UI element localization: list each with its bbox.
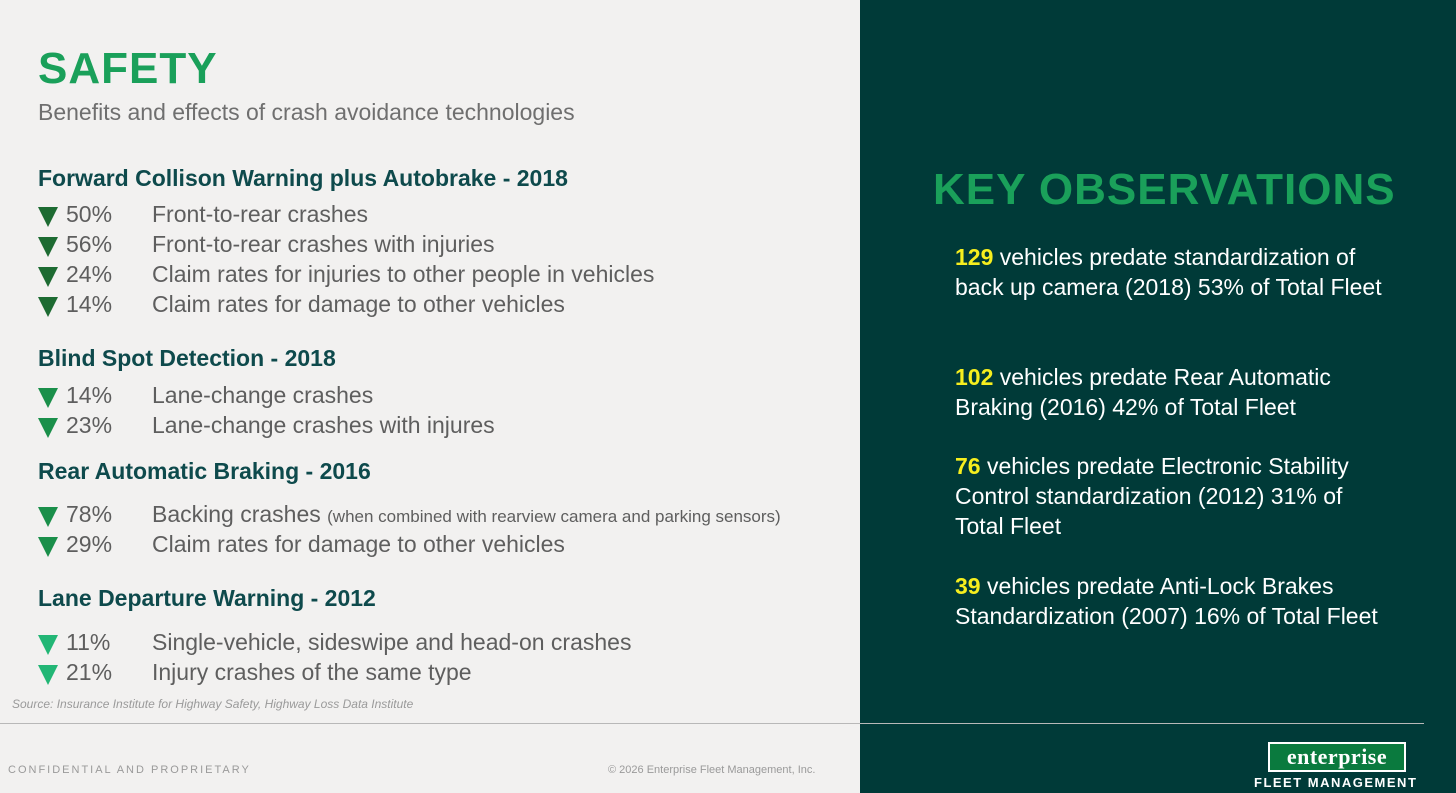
observation-number: 129 — [955, 244, 994, 270]
observation-number: 39 — [955, 573, 981, 599]
slide-title: SAFETY — [38, 44, 218, 93]
stat-row — [38, 627, 632, 657]
stat-row — [38, 499, 781, 529]
stat-row — [38, 410, 495, 440]
stat-percent: 29% — [66, 531, 113, 557]
footer-divider — [0, 723, 1424, 724]
stat-row — [38, 657, 472, 687]
stat-percent: 56% — [66, 231, 113, 257]
stat-description — [152, 499, 781, 532]
copyright-notice: © 2026 Enterprise Fleet Management, Inc. — [608, 764, 816, 776]
observation-text: vehicles predate Electronic Stability Control standardization (2012) 31% of Total Fleet — [955, 453, 1349, 539]
section-rear-braking — [38, 456, 781, 559]
section-lane-departure — [38, 583, 632, 687]
stat-row — [38, 259, 655, 289]
down-triangle-icon — [38, 237, 58, 257]
stat-description: Lane-change crashes — [152, 382, 374, 408]
stat-description: Injury crashes of the same type — [152, 659, 472, 685]
section-blind-spot — [38, 343, 495, 440]
stat-percent: 14% — [66, 291, 113, 317]
down-triangle-icon — [38, 665, 58, 685]
down-triangle-icon — [38, 388, 58, 408]
stat-description: Claim rates for damage to other vehicles — [152, 531, 565, 557]
down-triangle-icon — [38, 537, 58, 557]
slide-subtitle: Benefits and effects of crash avoidance technologies — [38, 99, 575, 125]
enterprise-logo — [1254, 742, 1426, 790]
observation-item — [955, 571, 1395, 631]
down-triangle-icon — [38, 507, 58, 527]
down-triangle-icon — [38, 635, 58, 655]
stat-percent: 24% — [66, 261, 113, 287]
stat-description: Front-to-rear crashes — [152, 201, 369, 227]
section-heading: Rear Automatic Braking - 2016 — [38, 458, 371, 484]
observation-item — [955, 451, 1395, 541]
observation-item — [955, 242, 1395, 302]
observation-text: vehicles predate Rear Automatic Braking (2016) 42% of Total Fleet — [955, 364, 1331, 420]
stat-row — [38, 289, 568, 319]
section-heading: Forward Collison Warning plus Autobrake - 2018 — [38, 165, 568, 191]
logo-wordmark-box — [1268, 742, 1406, 772]
logo-tagline: FLEET MANAGEMENT — [1254, 775, 1418, 790]
stat-description-text: Backing crashes — [152, 501, 321, 527]
key-observations-title: KEY OBSERVATIONS — [933, 165, 1396, 214]
observation-text: vehicles predate standardization of back up camera (2018) 53% of Total Fleet — [955, 244, 1382, 300]
stat-description: Single-vehicle, sideswipe and head-on crashes — [152, 629, 632, 655]
stat-percent: 78% — [66, 501, 113, 527]
stat-percent: 11% — [66, 629, 111, 655]
down-triangle-icon — [38, 267, 58, 287]
stat-description: Claim rates for damage to other vehicles — [152, 291, 565, 317]
stat-row — [38, 229, 568, 259]
stat-percent: 14% — [66, 382, 113, 408]
stat-description: Lane-change crashes with injures — [152, 412, 495, 438]
source-citation: Source: Insurance Institute for Highway Safety, Highway Loss Data Institute — [12, 697, 414, 711]
section-heading: Lane Departure Warning - 2012 — [38, 585, 376, 611]
stat-percent: 50% — [66, 201, 113, 227]
observation-number: 76 — [955, 453, 981, 479]
observation-number: 102 — [955, 364, 994, 390]
stat-percent: 21% — [66, 659, 113, 685]
stat-note: (when combined with rearview camera and parking sensors) — [327, 507, 781, 526]
section-forward-collision — [38, 163, 655, 319]
down-triangle-icon — [38, 297, 58, 317]
observation-item — [955, 362, 1395, 422]
stat-description: Front-to-rear crashes with injuries — [152, 231, 495, 257]
observation-text: vehicles predate Anti-Lock Brakes Standardization (2007) 16% of Total Fleet — [955, 573, 1378, 629]
logo-wordmark: enterprise — [1286, 744, 1388, 769]
down-triangle-icon — [38, 418, 58, 438]
stat-row — [38, 380, 374, 410]
stat-percent: 23% — [66, 412, 113, 438]
down-triangle-icon — [38, 207, 58, 227]
section-heading: Blind Spot Detection - 2018 — [38, 345, 336, 371]
stat-description: Claim rates for injuries to other people in vehicles — [152, 261, 655, 287]
stat-row — [38, 199, 568, 229]
confidential-label: CONFIDENTIAL AND PROPRIETARY — [8, 764, 251, 776]
stat-row — [38, 529, 565, 559]
